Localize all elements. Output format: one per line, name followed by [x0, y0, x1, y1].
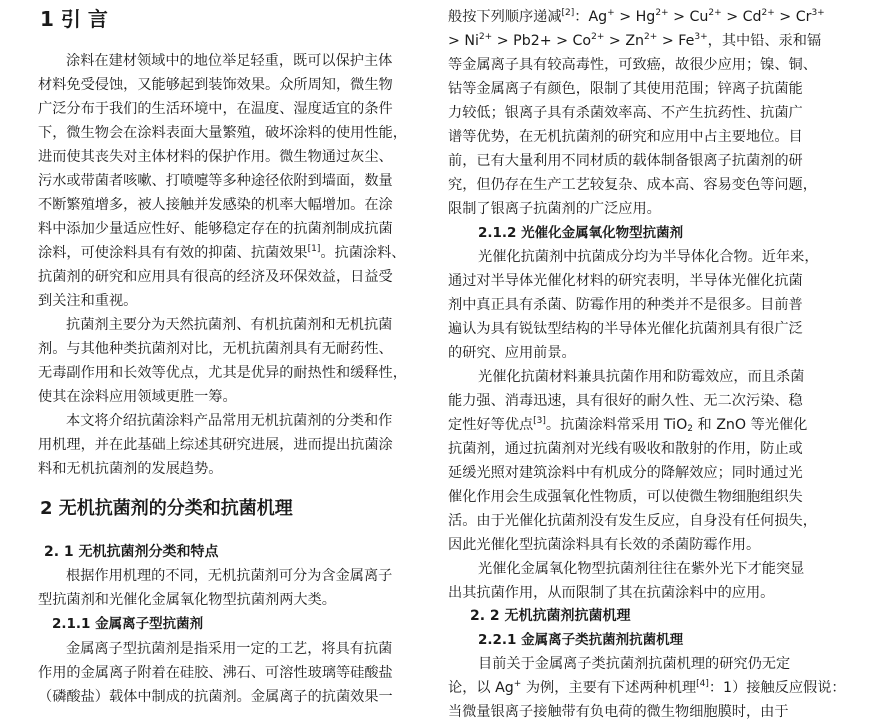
- text-line: 钴等金属离子有颜色，限制了其使用范围；锌离子抗菌能: [448, 81, 803, 97]
- text-line: 作用的金属离子附着在硅胶、沸石、可溶性玻璃等硅酸盐: [38, 665, 393, 681]
- text-line: 用机理，并在此基础上综述其研究进展，进而提出抗菌涂: [38, 437, 393, 453]
- text-segment: 为例，主要有下述两种机理: [521, 680, 697, 696]
- text-segment: > Zn: [604, 33, 645, 49]
- section-heading-classification: 2 无机抗菌剂的分类和抗菌机理: [40, 498, 293, 519]
- text-segment: > Cd: [721, 9, 762, 25]
- text-segment: 定性好等优点: [448, 417, 534, 433]
- text-line: 目前关于金属离子类抗菌剂抗菌机理的研究仍无定: [478, 656, 791, 672]
- text-segment: 涂料，可使涂料具有有效的抑菌、抗菌效果: [38, 245, 308, 261]
- paragraph-intro-1: [38, 49, 407, 313]
- text-line: 剂。与其他种类抗菌剂对比，无机抗菌剂具有无耐药性、: [38, 341, 393, 357]
- text-line: 等金属离子具有较高毒性，可致癌，故很少应用；镍、铜、: [448, 57, 817, 73]
- charge-sup: 2+: [655, 8, 669, 18]
- section-heading-introduction: 1 引 言: [40, 7, 108, 31]
- charge-sup: 3+: [694, 32, 708, 42]
- text-segment: > Hg: [614, 9, 656, 25]
- text-line: 能力强、消毒迅速，具有很好的耐久性、无二次污染、稳: [448, 393, 803, 409]
- charge-sup: 3+: [811, 8, 825, 18]
- text-segment: ，其中铅、汞和镉: [707, 33, 822, 49]
- text-line: [448, 29, 825, 53]
- text-line: 进而使其丧失对主体材料的保护作用。微生物通过灰尘、: [38, 149, 393, 165]
- charge-sup: 2+: [591, 32, 605, 42]
- charge-sup: 2+: [708, 8, 722, 18]
- text-line: 通过对半导体光催化材料的研究表明，半导体光催化抗菌: [448, 273, 803, 289]
- text-line: 到关注和重视。: [38, 293, 138, 309]
- subsection-heading-2-1-2: 2.1.2 光催化金属氧化物型抗菌剂: [478, 225, 684, 241]
- text-line: [448, 413, 817, 437]
- text-line: 广泛分布于我们的生活环境中，在温度、湿度适宜的条件: [38, 101, 393, 117]
- text-line: [448, 676, 846, 700]
- text-line: 的研究、应用前景。: [448, 345, 576, 361]
- text-segment: 论，以 Ag: [448, 680, 514, 696]
- text-line: 催化作用会生成强氧化性物质，可以使微生物细胞组织失: [448, 489, 803, 505]
- paragraph-mechanism: [448, 652, 846, 724]
- text-line: 金属离子型抗菌剂是指采用一定的工艺，将具有抗菌: [66, 641, 393, 657]
- subsection-heading-2-1-1: 2.1.1 金属离子型抗菌剂: [52, 616, 204, 632]
- text-line: 剂中真正具有杀菌、防霉作用的种类并不是很多。目前普: [448, 297, 803, 313]
- text-line: 抗菌剂，通过抗菌剂对光线有吸收和散射的作用，防止或: [448, 441, 803, 457]
- text-line: 延缓光照对建筑涂料中有机成分的降解效应；同时通过光: [448, 465, 803, 481]
- text-line: 当微量银离子接触带有负电荷的微生物细胞膜时，由于: [448, 704, 789, 720]
- text-line: 遍认为具有锐钛型结构的半导体光催化抗菌剂具有很广泛: [448, 321, 803, 337]
- text-line: 因此光催化型抗菌涂料具有长效的杀菌防霉作用。: [448, 537, 761, 553]
- charge-sup: 2+: [761, 8, 775, 18]
- subscript: 2: [687, 424, 693, 434]
- text-line: 涂料在建材领域中的地位举足轻重，既可以保护主体: [66, 53, 393, 69]
- text-line: 根据作用机理的不同，无机抗菌剂可分为含金属离子: [66, 568, 393, 584]
- text-line: 材料免受侵蚀，又能够起到装饰效果。众所周知，微生物: [38, 77, 393, 93]
- text-line: 污水或带菌者咳嗽、打喷嚏等多种途径依附到墙面，数量: [38, 173, 393, 189]
- text-segment: > Fe: [657, 33, 695, 49]
- text-line: 力较低；银离子具有杀菌效率高、不产生抗药性、抗菌广: [448, 105, 803, 121]
- text-line: 使其在涂料应用领域更胜一筹。: [38, 389, 237, 405]
- text-line: （磷酸盐）载体中制成的抗菌剂。金属离子的抗菌效果一: [38, 689, 393, 705]
- text-segment: > Cu: [668, 9, 709, 25]
- text-line: 前，已有大量利用不同材质的载体制备银离子抗菌剂的研: [448, 153, 803, 169]
- charge-sup: +: [607, 8, 615, 18]
- text-line: 型抗菌剂和光催化金属氧化物型抗菌剂两大类。: [38, 592, 336, 608]
- text-segment: > Pb2+ > Co: [492, 33, 592, 49]
- text-segment: ：Ag: [574, 9, 608, 25]
- text-line: 料和无机抗菌剂的发展趋势。: [38, 461, 223, 477]
- text-line: 限制了银离子抗菌剂的广泛应用。: [448, 201, 661, 217]
- citation-ref: [3]: [533, 416, 546, 426]
- paragraph-intro-3: [38, 409, 393, 481]
- text-line: 出其抗菌作用，从而限制了其在抗菌涂料中的应用。: [448, 585, 775, 601]
- text-line: 光催化抗菌剂中抗菌成分均为半导体化合物。近年来，: [478, 249, 819, 265]
- paragraph-intro-2: [38, 313, 407, 409]
- paragraph-metal-ion: [38, 637, 393, 709]
- text-segment: 和 ZnO 等光催化: [692, 417, 808, 433]
- text-line: 谱等优势，在无机抗菌剂的研究和应用中占主要地位。目: [448, 129, 803, 145]
- text-segment: ：1）接触反应假说：: [708, 680, 846, 696]
- text-segment: 。抗菌涂料、: [320, 245, 406, 261]
- text-line: 抗菌剂主要分为天然抗菌剂、有机抗菌剂和无机抗菌: [66, 317, 393, 333]
- text-segment: 般按下列顺序递减: [448, 9, 562, 25]
- text-line: [38, 241, 407, 265]
- charge-sup: 2+: [478, 32, 493, 42]
- text-line: 活。由于光催化抗菌剂没有发生反应，自身没有任何损失，: [448, 513, 817, 529]
- text-line: 光催化抗菌材料兼具抗菌作用和防霉效应，而且杀菌: [478, 369, 805, 385]
- subsection-heading-2-1: 2. 1 无机抗菌剂分类和特点: [44, 544, 219, 560]
- paragraph-photocatalysis-3: [448, 557, 804, 605]
- citation-ref: [1]: [307, 244, 321, 254]
- text-line: 料中添加少量适应性好、能够稳定存在的抗菌剂制成抗菌: [38, 221, 393, 237]
- charge-sup: 2+: [644, 32, 658, 42]
- citation-ref: [2]: [561, 8, 575, 18]
- text-line: 究，但仍存在生产工艺较复杂、成本高、容易变色等问题，: [448, 177, 817, 193]
- paragraph-photocatalysis-1: [448, 245, 819, 365]
- text-line: 无毒副作用和长效等优点，尤其是优异的耐热性和缓释性，: [38, 365, 407, 381]
- text-segment: > Cr: [774, 9, 812, 25]
- paragraph-photocatalysis-2: [448, 365, 817, 557]
- text-line: 光催化金属氧化物型抗菌剂往往在紫外光下才能突显: [478, 561, 805, 577]
- text-segment: > Ni: [448, 33, 479, 49]
- text-line: [448, 5, 825, 29]
- text-line: 本文将介绍抗菌涂料产品常用无机抗菌剂的分类和作: [66, 413, 393, 429]
- text-line: 抗菌剂的研究和应用具有很高的经济及环保效益，日益受: [38, 269, 393, 285]
- text-line: 不断繁殖增多，被人接触并发感染的机率大幅增加。在涂: [38, 197, 393, 213]
- citation-ref: [4]: [696, 679, 709, 689]
- paragraph-classification: [38, 564, 392, 612]
- subsection-heading-2-2: 2. 2 无机抗菌剂抗菌机理: [470, 608, 631, 624]
- text-line: 下，微生物会在涂料表面大量繁殖，破坏涂料的使用性能，: [38, 125, 407, 141]
- subsection-heading-2-2-1: 2.2.1 金属离子类抗菌剂抗菌机理: [478, 632, 684, 648]
- text-segment: 。抗菌涂料常采用 TiO: [545, 417, 688, 433]
- charge-sup: +: [513, 679, 522, 689]
- paragraph-metal-order: [448, 5, 825, 221]
